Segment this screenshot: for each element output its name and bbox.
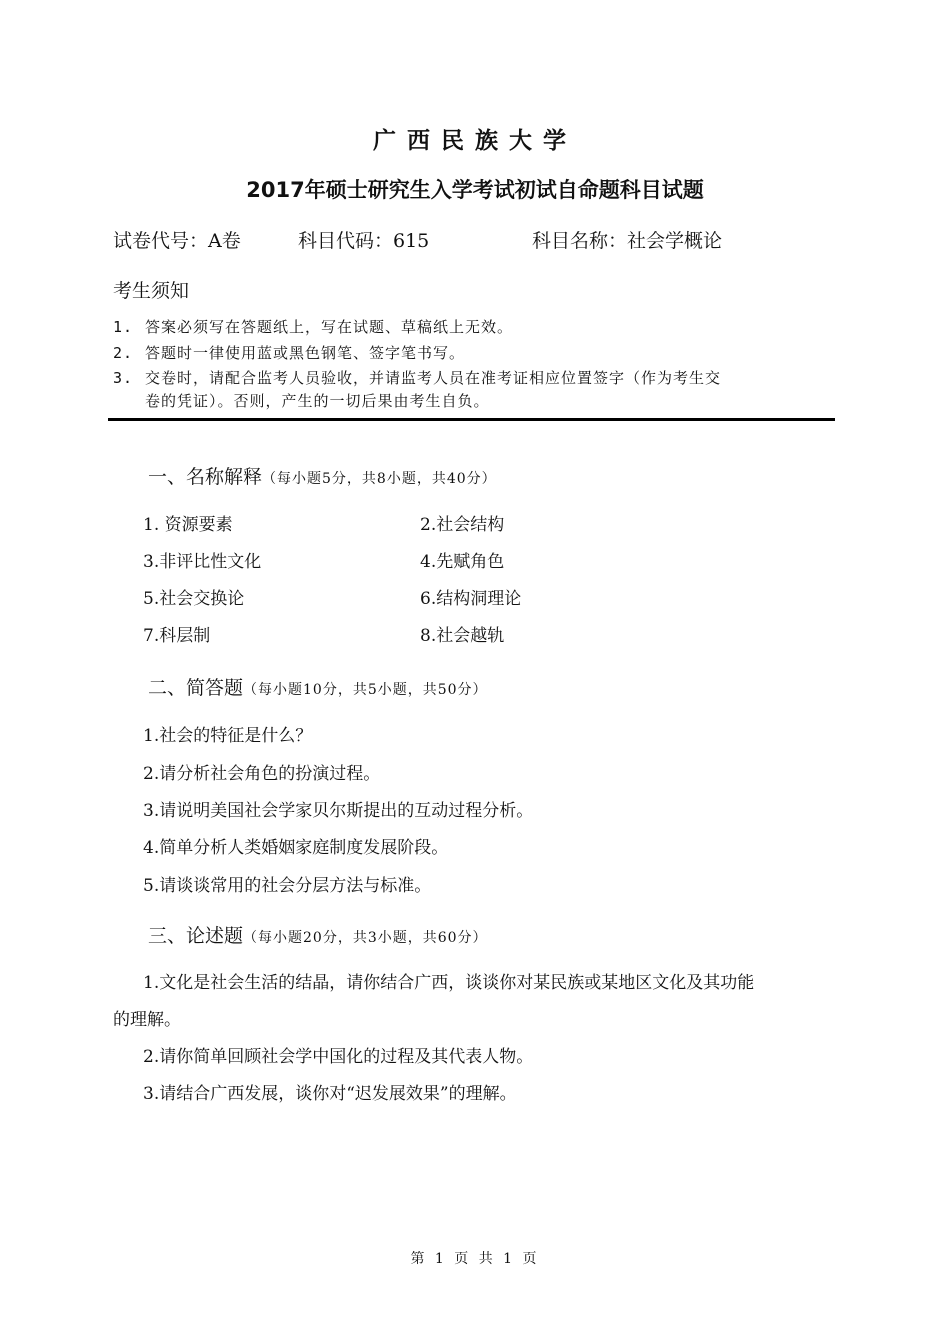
question-item: 3.请说明美国社会学家贝尔斯提出的互动过程分析。: [143, 801, 534, 821]
question-item: 4.先赋角色: [420, 552, 505, 572]
section-note: （每小题20分，共3小题，共60分）: [243, 930, 488, 946]
notice-item: [113, 367, 721, 388]
question-item: 1.文化是社会生活的结晶，请你结合广西，谈谈你对某民族或某地区文化及其功能: [143, 973, 755, 993]
university-title: 广西民族大学: [373, 128, 577, 154]
question-item: 1. 资源要素: [143, 515, 233, 535]
section-title: 一、名称解释: [148, 466, 263, 488]
subject-code: 科目代码：615: [298, 230, 430, 252]
section-heading: [148, 673, 488, 700]
notice-text-continued: 卷的凭证）。否则，产生的一切后果由考生自负。: [145, 392, 490, 410]
question-item: 5.请谈谈常用的社会分层方法与标准。: [143, 876, 432, 896]
question-item: 2.请你简单回顾社会学中国化的过程及其代表人物。: [143, 1047, 534, 1067]
section-title: 三、论述题: [148, 925, 244, 947]
paper-code: 试卷代号：A卷: [113, 230, 241, 252]
question-item: 6.结构洞理论: [420, 589, 522, 609]
notice-number: 3.: [113, 369, 134, 387]
subject-name: 科目名称：社会学概论: [532, 230, 723, 252]
notice-text: 交卷时，请配合监考人员验收，并请监考人员在准考证相应位置签字（作为考生交: [145, 369, 722, 387]
exam-title: 2017年硕士研究生入学考试初试自命题科目试题: [246, 178, 704, 202]
question-item: 5.社会交换论: [143, 589, 245, 609]
question-item: 3.请结合广西发展，谈你对“迟发展效果”的理解。: [143, 1084, 517, 1104]
notice-number: 1.: [113, 318, 134, 336]
question-item: 4.简单分析人类婚姻家庭制度发展阶段。: [143, 838, 449, 858]
section-heading: [148, 921, 488, 948]
question-item: 2.社会结构: [420, 515, 505, 535]
notice-heading: 考生须知: [113, 280, 190, 302]
divider: [108, 418, 835, 421]
question-item: 7.科层制: [143, 626, 211, 646]
page-footer: 第 1 页 共 1 页: [410, 1251, 540, 1267]
notice-number: 2.: [113, 344, 134, 362]
notice-text: 答案必须写在答题纸上，写在试题、草稿纸上无效。: [145, 318, 514, 336]
question-item: 1.社会的特征是什么？: [143, 726, 313, 746]
notice-text: 答题时一律使用蓝或黑色钢笔、签字笔书写。: [145, 344, 466, 362]
question-item: 8.社会越轨: [420, 626, 505, 646]
section-title: 二、简答题: [148, 677, 244, 699]
section-heading: [148, 462, 497, 489]
question-item: 3.非评比性文化: [143, 552, 262, 572]
question-item-continued: 的理解。: [113, 1010, 181, 1030]
question-item: 2.请分析社会角色的扮演过程。: [143, 764, 381, 784]
notice-item: [113, 342, 465, 363]
section-note: （每小题5分，共8小题，共40分）: [262, 471, 497, 487]
notice-item: [113, 316, 513, 337]
section-note: （每小题10分，共5小题，共50分）: [243, 682, 488, 698]
